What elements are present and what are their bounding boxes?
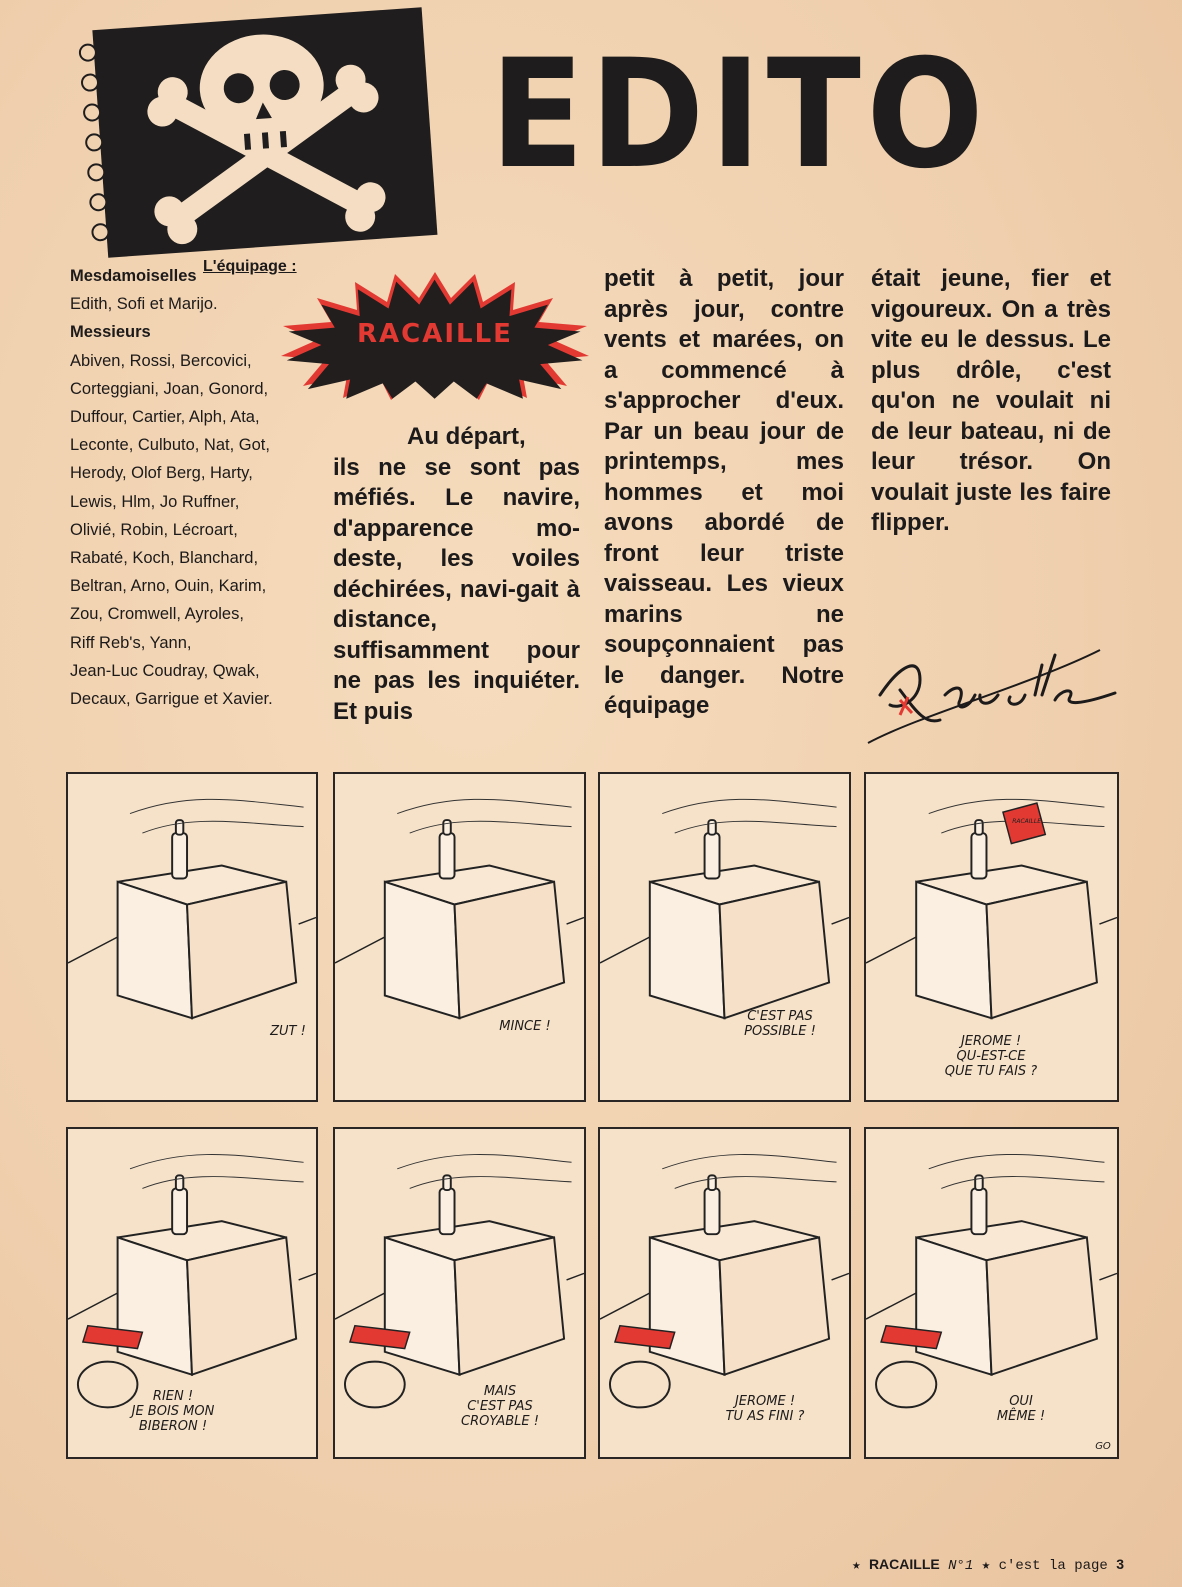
editorial-lead: Au départ, (407, 423, 526, 450)
signature (860, 625, 1130, 755)
comic-panel (598, 1127, 851, 1459)
comic-panel (333, 1127, 586, 1459)
skull-crossbones-logo (72, 3, 443, 265)
footer-issue: N°1 (948, 1558, 974, 1574)
editorial-column-2: petit à petit, jour après jour, contre vents et marées, on a commencé à s'approcher d'eux. Par un beau jour de printemps, mes hommes et moi avons abordé de front leur triste vaisseau. Les vieux marins ne soupçonnaient pas le danger. Notre équipage (604, 265, 844, 719)
book-label: RACAILLE (1012, 817, 1042, 825)
artist-initials: GO (1095, 1441, 1111, 1452)
footer-page-text: c'est la page (998, 1558, 1108, 1574)
page-title: EDITO (490, 28, 990, 202)
comic-panel (333, 772, 586, 1102)
footer-page-number: 3 (1116, 1556, 1124, 1572)
editorial-column-1 (333, 422, 580, 727)
speech-caption: MINCE ! (499, 1019, 551, 1034)
speech-caption: RIEN ! JE BOIS MON BIBERON ! (131, 1389, 215, 1434)
speech-caption: C'EST PAS POSSIBLE ! (744, 1009, 816, 1039)
men-label: Messieurs (70, 323, 151, 342)
crew-title: L'équipage : (203, 258, 297, 275)
comic-panel (598, 772, 851, 1102)
speech-caption: JEROME ! QU-EST-CE QUE TU FAIS ? (944, 1034, 1038, 1079)
editorial-column-1-text: ils ne se sont pas méfiés. Le navire, d'apparence mo-deste, les voiles déchirées, navi-gait à distance, suffisamment pour ne pas les inquiéter. Et puis (333, 453, 580, 725)
cube-bottle-drawing (335, 774, 584, 1100)
footer-magazine: RACAILLE (868, 1556, 940, 1572)
speech-caption: OUI MÊME ! (996, 1394, 1046, 1424)
burst-label: RACAILLE (357, 319, 513, 349)
ladies-names: Edith, Sofi et Marijo. (70, 295, 218, 314)
cube-bottle-drawing (600, 774, 849, 1100)
comic-panel (66, 1127, 318, 1459)
signature-scribble-icon (860, 625, 1130, 755)
cube-bottle-drawing (68, 774, 316, 1100)
speech-caption: ZUT ! (270, 1024, 306, 1039)
comic-panel (864, 1127, 1119, 1459)
speech-caption: JEROME ! TU AS FINI ? (725, 1394, 805, 1424)
page-footer: ★ RACAILLE N°1 ★ c'est la page 3 (852, 1556, 1124, 1574)
comic-panel (66, 772, 318, 1102)
comic-panel (864, 772, 1119, 1102)
skull-crossbones-icon (72, 3, 443, 265)
racaille-burst (275, 268, 595, 400)
ladies-label: Mesdamoiselles (70, 267, 197, 285)
editorial-column-3: était jeune, fier et vigoureux. On a très vite eu le dessus. Le plus drôle, c'est qu'on ne voulait ni de leur bateau, ni de leur trésor. On voulait juste les faire flipper. (871, 265, 1111, 536)
speech-caption: MAIS C'EST PAS CROYABLE ! (461, 1384, 539, 1429)
crew-list (70, 262, 300, 713)
men-names: Abiven, Rossi, Bercovici, Corteggiani, Joan, Gonord, Duffour, Cartier, Alph, Ata, Leconte, Culbuto, Nat, Got, Herody, Olof Berg, Harty, Lewis, Hlm, Jo Ruffner, Olivié, Robin, Lécroart, Rabaté, Koch, Blanchard, Beltran, Arno, Ouin, Karim, Zou, Cromwell, Ayroles, Riff Reb's, Yann, Jean-Luc Coudray, Qwak, Decaux, Garrigue et Xavier. (70, 351, 273, 709)
